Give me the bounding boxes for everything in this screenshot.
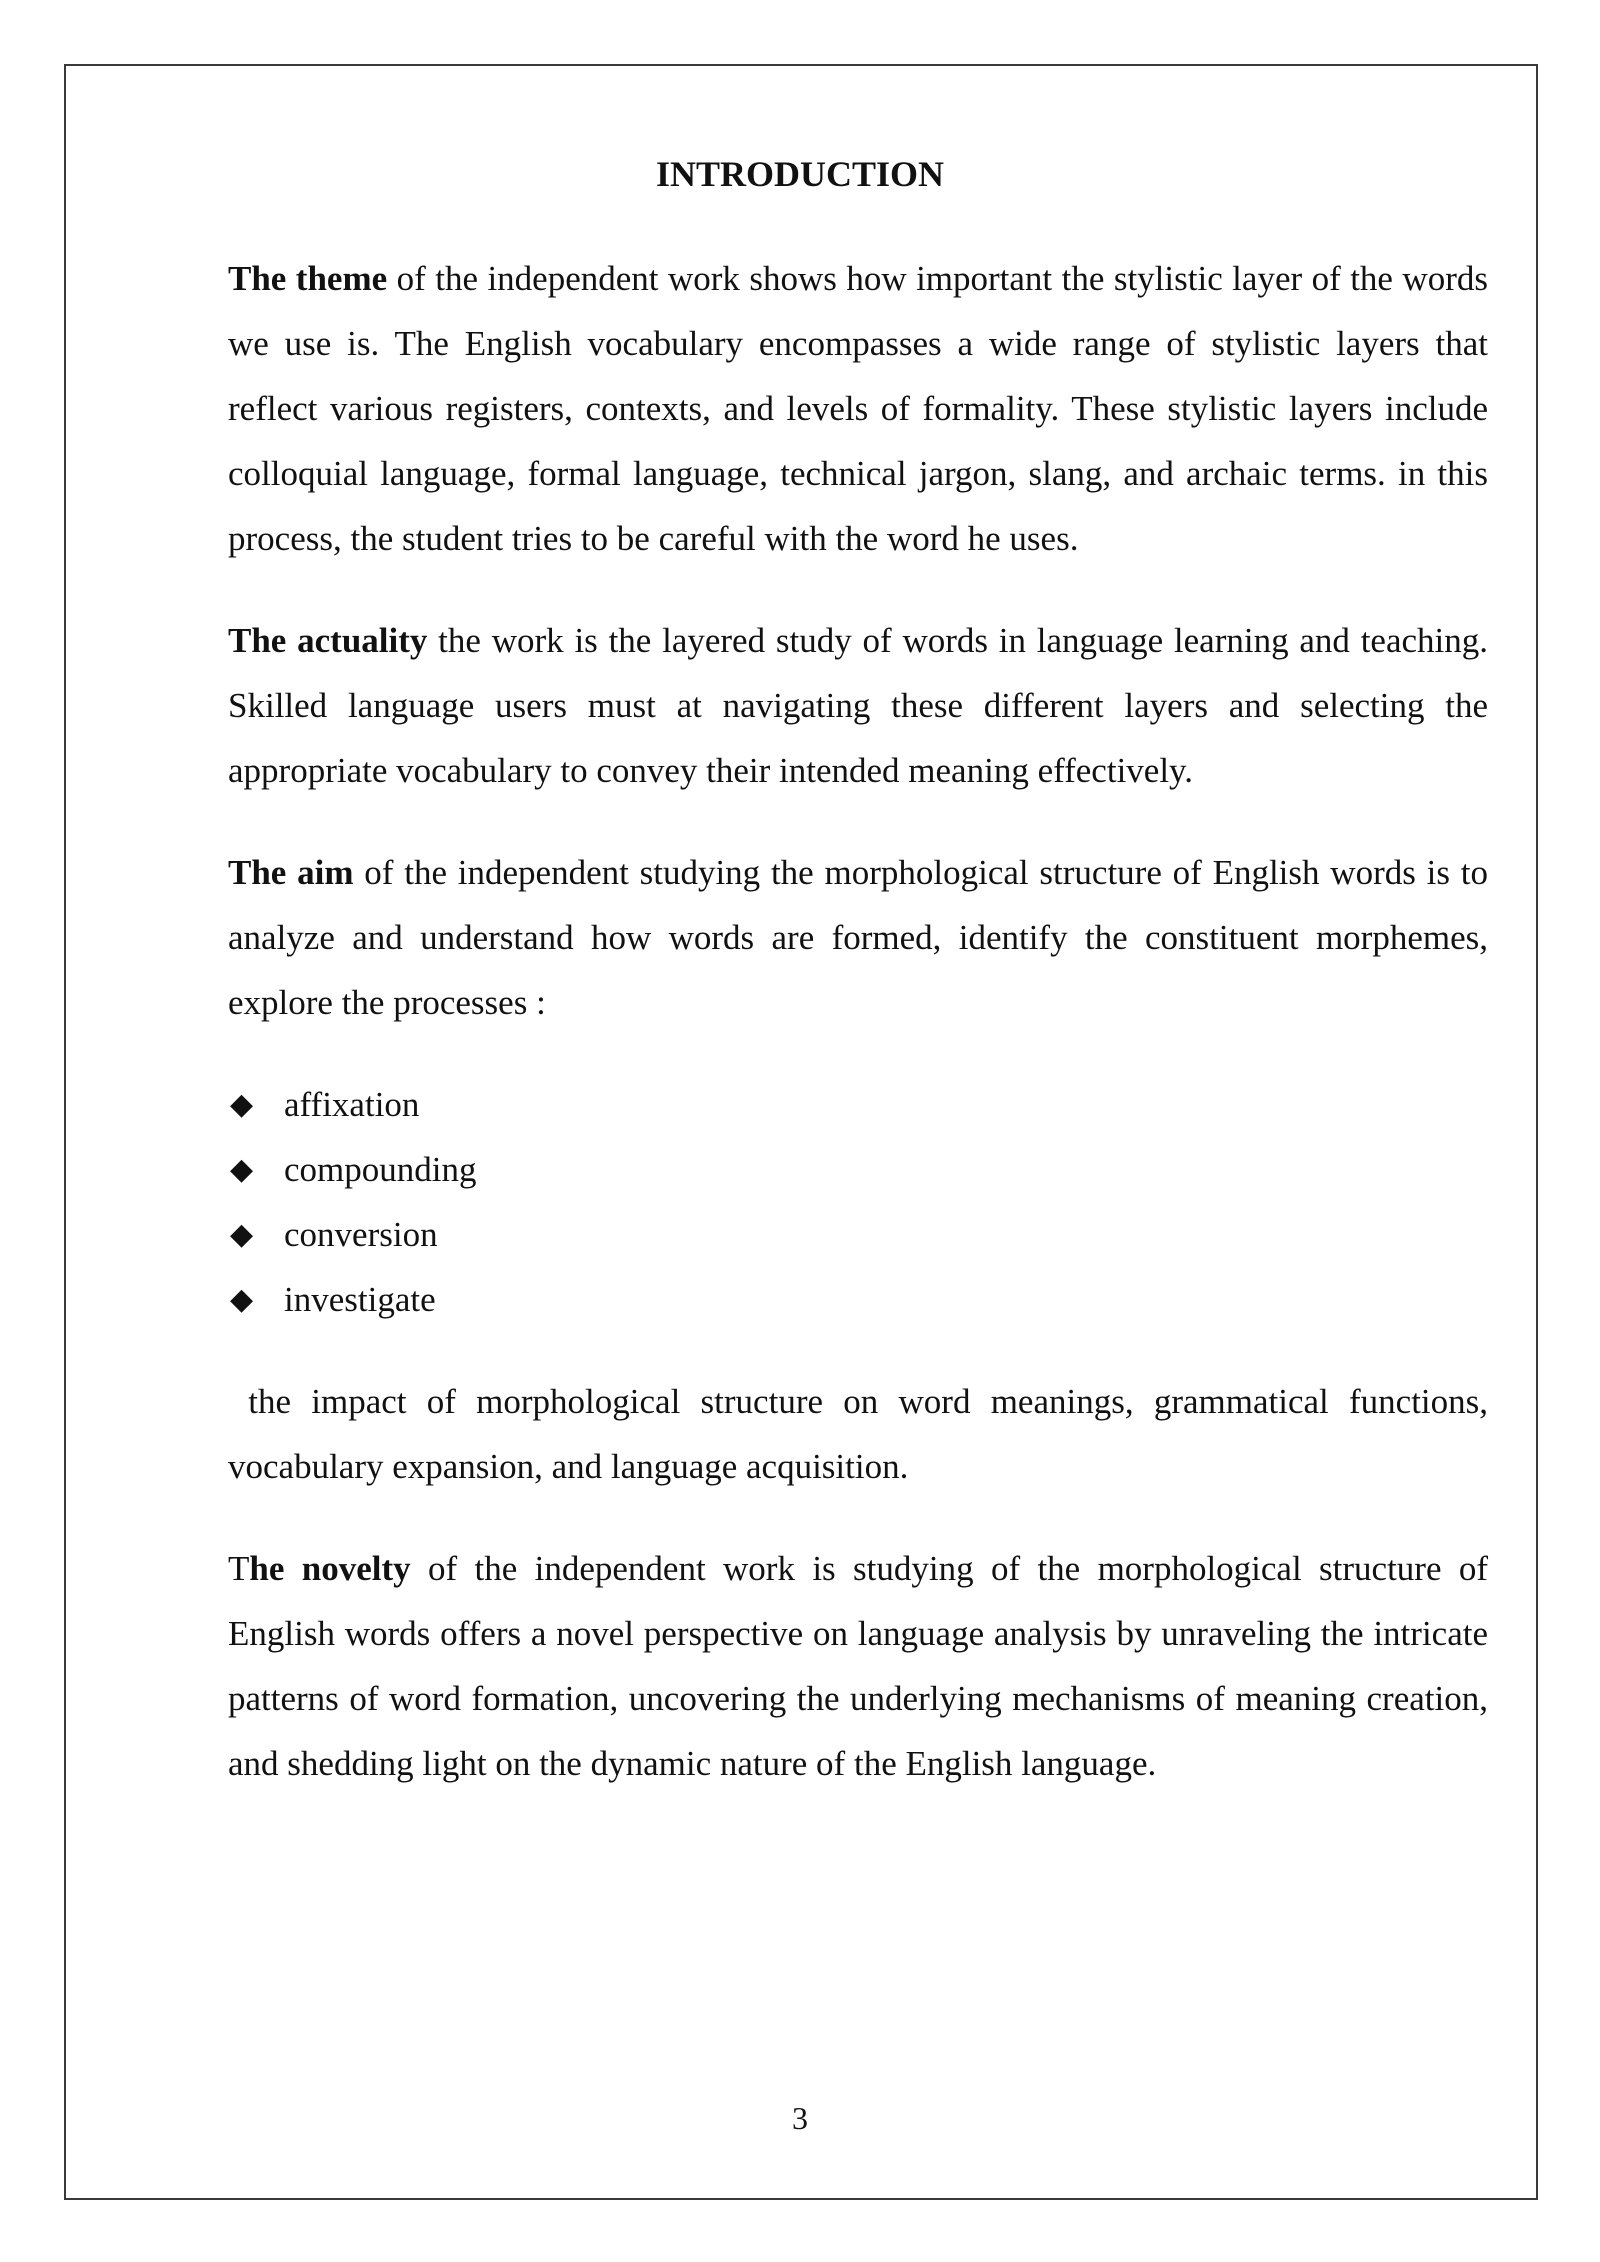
list-item [228,1072,1488,1137]
list-item-label: investigate [284,1280,436,1319]
paragraph-theme-text: of the independent work shows how important the stylistic layer of the words we use is. The English vocabulary encompasses a wide range of stylistic layers that reflect various registers, contexts, and levels of formality. These stylistic layers include colloquial language, formal language, technical jargon, slang, and archaic terms. in this process, the student tries to be careful with the word he uses. [228,259,1488,558]
page-number: 3 [792,2100,808,2136]
diamond-bullet-icon: ◆ [230,1283,254,1316]
process-list [228,1072,1488,1332]
paragraph-theme [228,246,1488,571]
paragraph-impact: the impact of morphological structure on word meanings, grammatical functions, vocabulary expansion, and language acquisition. [228,1382,1497,1486]
paragraph-actuality-text: the work is the layered study of words in language learning and teaching. Skilled language users must at navigating these different layers and selecting the appropriate vocabulary to convey their intended meaning effectively. [228,621,1488,790]
paragraph-theme-lead: The theme [228,259,388,298]
paragraph-novelty-text: of the independent work is studying of the morphological structure of English words offers a novel perspective on language analysis by unraveling the intricate patterns of word formation, uncovering the underlying mechanisms of meaning creation, and shedding light on the dynamic nature of the English language. [228,1549,1489,1783]
document-body [228,246,1497,1796]
paragraph-aim-lead: The aim [228,853,354,892]
page-title: INTRODUCTION [655,154,945,194]
paragraph-aim-text: of the independent studying the morphological structure of English words is to analyze and understand how words are formed, identify the constituent morphemes, explore the processes : [228,853,1488,1022]
paragraph-actuality [228,608,1488,803]
list-item-label: compounding [284,1150,477,1189]
list-item [228,1137,1488,1202]
paragraph-aim [228,840,1488,1035]
list-item-label: affixation [284,1085,420,1124]
paragraph-novelty-initial: T [228,1549,250,1588]
list-item [228,1202,1488,1267]
paragraph-novelty [228,1536,1488,1796]
paragraph-actuality-lead: The actuality [228,621,428,660]
paragraph-novelty-lead: he novelty [249,1549,411,1588]
diamond-bullet-icon: ◆ [230,1218,254,1251]
diamond-bullet-icon: ◆ [230,1088,254,1121]
list-item-label: conversion [284,1215,438,1254]
diamond-bullet-icon: ◆ [230,1153,254,1186]
list-item [228,1267,1488,1332]
